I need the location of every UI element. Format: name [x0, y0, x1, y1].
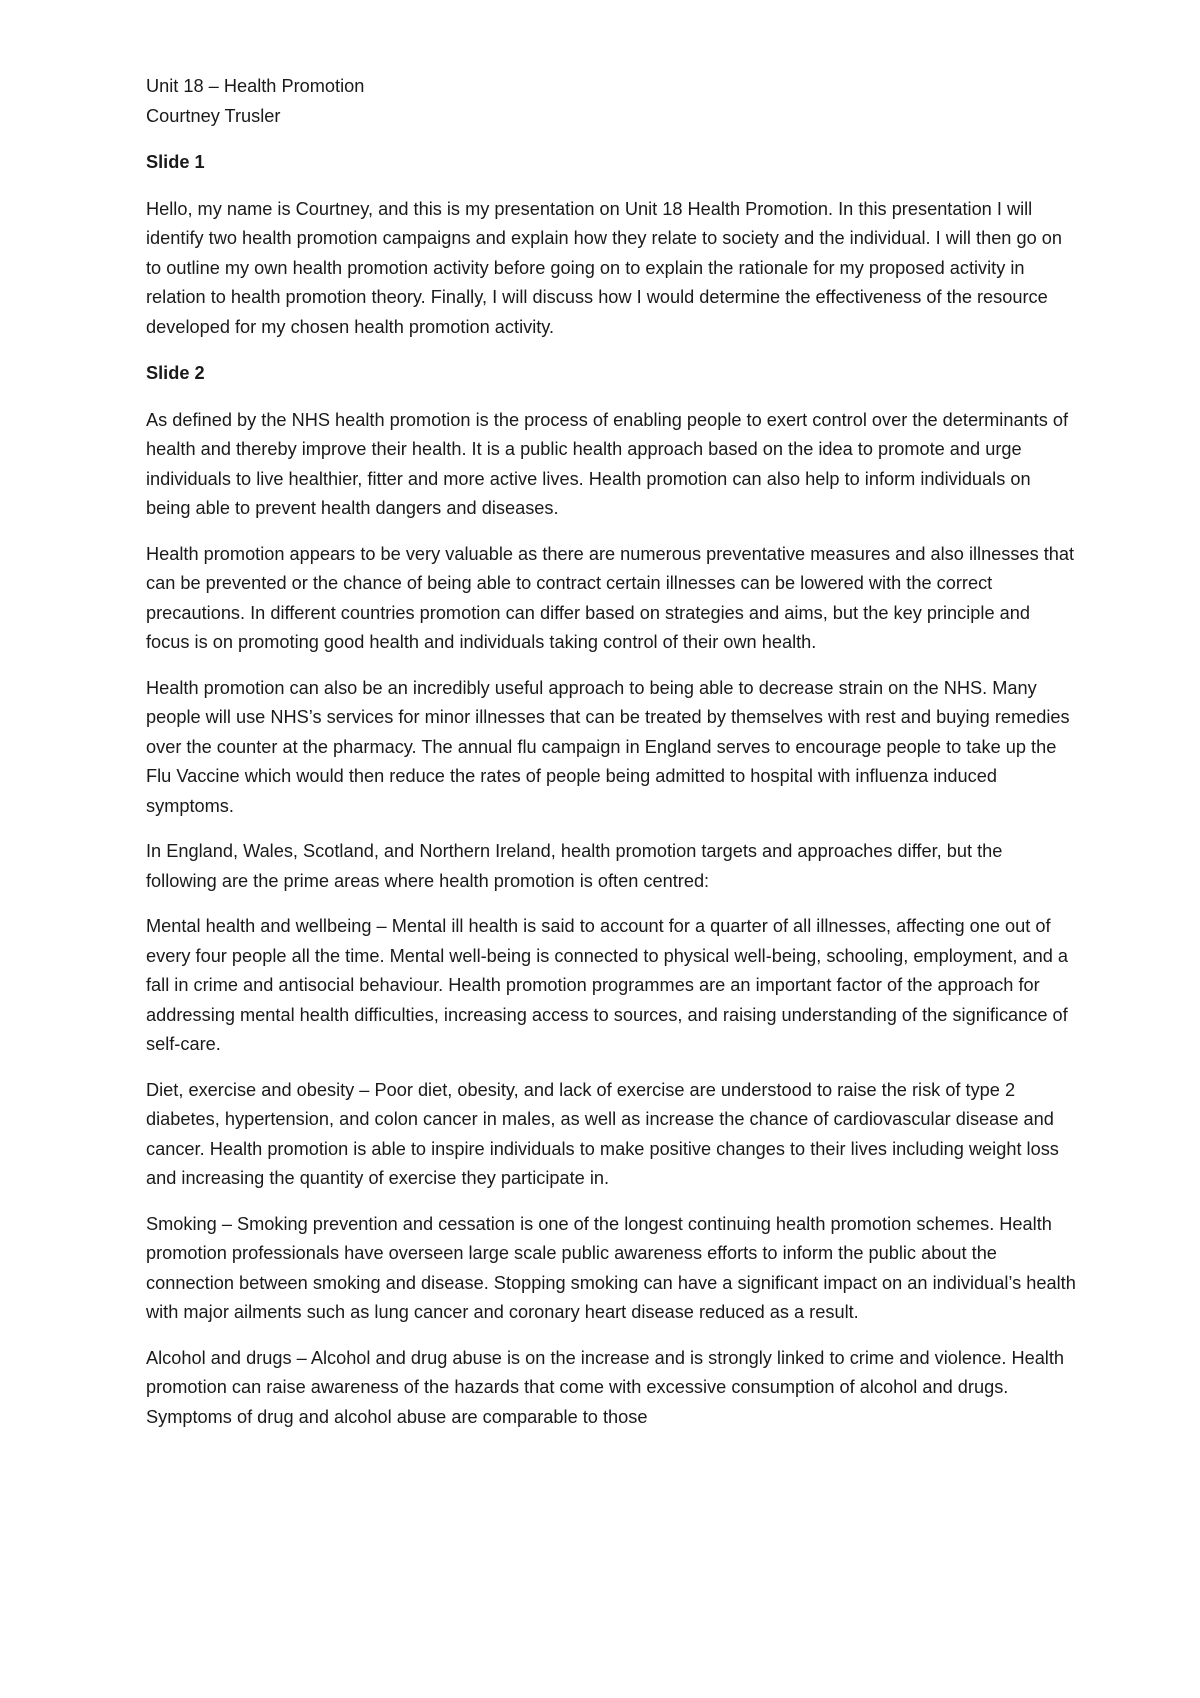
section-slide-1 [146, 148, 1076, 342]
author-name: Courtney Trusler [146, 105, 281, 126]
paragraph: Alcohol and drugs – Alcohol and drug abuse is on the increase and is strongly linked to crime and violence. Health promotion can raise awareness of the hazards that come with excessive consumption of alcohol and drugs. Symptoms of drug and alcohol abuse are comparable to those [146, 1347, 1065, 1427]
paragraph: Hello, my name is Courtney, and this is my presentation on Unit 18 Health Promotion. In this presentation I will identify two health promotion campaigns and explain how they relate to society and the individual. I will then go on to outline my own health promotion activity before going on to explain the rationale for my proposed activity in relation to health promotion theory. Finally, I will discuss how I would determine the effectiveness of the resource developed for my chosen health promotion activity. [146, 198, 1062, 337]
unit-title: Unit 18 – Health Promotion [146, 76, 365, 96]
paragraph: Health promotion can also be an incredibly useful approach to being able to decrease strain on the NHS. Many people will use NHS’s services for minor illnesses that can be treated by themselves with rest and buying remedies over the counter at the pharmacy. The annual flu campaign in England serves to encourage people to take up the Flu Vaccine which would then reduce the rates of people being admitted to hospital with influenza induced symptoms. [146, 677, 1070, 816]
paragraph: Health promotion appears to be very valuable as there are numerous preventative measures and also illnesses that can be prevented or the chance of being able to contract certain illnesses can be lowered with the correct precautions. In different countries promotion can differ based on strategies and aims, but the key principle and focus is on promoting good health and individuals taking control of their own health. [146, 543, 1075, 652]
paragraph: Smoking – Smoking prevention and cessation is one of the longest continuing health promotion schemes. Health promotion professionals have overseen large scale public awareness efforts to inform the public about the connection between smoking and disease. Stopping smoking can have a significant impact on an individual’s health with major ailments such as lung cancer and coronary heart disease reduced as a result. [146, 1213, 1076, 1322]
section-heading: Slide 2 [146, 363, 205, 383]
paragraph: As defined by the NHS health promotion is the process of enabling people to exert control over the determinants of health and thereby improve their health. It is a public health approach based on the idea to promote and urge individuals to live healthier, fitter and more active lives. Health promotion can also help to inform individuals on being able to prevent health dangers and diseases. [146, 409, 1069, 518]
document-body [146, 72, 1076, 1448]
document-header [146, 72, 1076, 131]
section-heading: Slide 1 [146, 152, 205, 172]
paragraph: In England, Wales, Scotland, and Northern Ireland, health promotion targets and approaches differ, but the following are the prime areas where health promotion is often centred: [146, 841, 1003, 891]
section-slide-2 [146, 359, 1076, 1432]
paragraph: Diet, exercise and obesity – Poor diet, obesity, and lack of exercise are understood to raise the risk of type 2 diabetes, hypertension, and colon cancer in males, as well as increase the chance of cardiovascular disease and cancer. Health promotion is able to inspire individuals to make positive changes to their lives including weight loss and increasing the quantity of exercise they participate in. [146, 1079, 1059, 1188]
paragraph: Mental health and wellbeing – Mental ill health is said to account for a quarter of all illnesses, affecting one out of every four people all the time. Mental well-being is connected to physical well-being, schooling, employment, and a fall in crime and antisocial behaviour. Health promotion programmes are an important factor of the approach for addressing mental health difficulties, increasing access to sources, and raising understanding of the significance of self-care. [146, 916, 1069, 1054]
